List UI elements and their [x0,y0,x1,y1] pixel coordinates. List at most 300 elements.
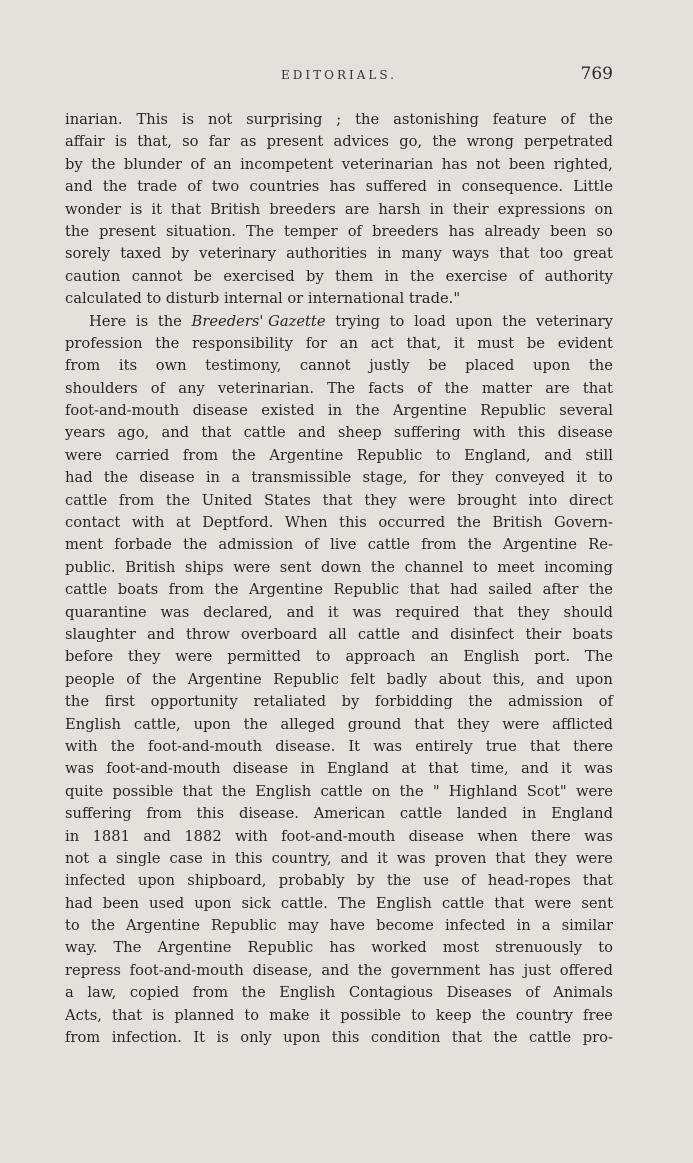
text-line [65,982,613,1004]
word: own [155,357,187,375]
text-line [65,400,613,422]
word: Scot" [526,782,567,800]
word: the [110,737,135,755]
word: go, [399,133,423,151]
word: was [373,737,403,755]
word: Republic [480,402,546,420]
word: the [183,536,208,554]
text-line [65,893,613,915]
word: sent [581,894,613,912]
word: British [492,514,543,532]
word: badly [386,670,428,688]
word: foot-and-mouth [129,961,244,979]
word: in [522,805,537,823]
word: free [583,1006,613,1024]
word: from [421,536,457,554]
word: is [152,1006,165,1024]
word: admission [508,693,583,711]
word: years [65,424,106,442]
word: infection. [111,1029,182,1047]
word: The [585,648,613,666]
word: foot-and-mouth [106,760,221,778]
word: with [65,737,98,755]
word: not [476,155,501,173]
text-line [65,199,613,221]
word: that [112,1006,143,1024]
word: harsh [378,200,421,218]
word: the [103,469,128,487]
word: be [526,334,545,352]
word: England, [464,446,531,464]
word: of [461,872,476,890]
word: the [357,961,382,979]
word: just [523,961,552,979]
word: used [149,894,185,912]
word: in [211,849,226,867]
word: English [255,782,312,800]
word: landed [456,805,508,823]
word: they [128,648,161,666]
word: quite [65,782,104,800]
word: of [190,155,205,173]
text-line [65,602,613,624]
text-line [65,1005,613,1027]
word: a [98,849,107,867]
word: is [130,200,143,218]
word: for [305,334,328,352]
word: was [584,827,613,845]
word: the [386,872,411,890]
word: 1882 [184,827,222,845]
word: it [328,603,339,621]
word: foot-and-mouth [147,737,263,755]
word: that [409,581,440,599]
word: the [456,514,481,532]
text-line [65,579,613,601]
word: conveyed [495,469,565,487]
word: advices [333,133,390,151]
word: Govern- [553,514,613,532]
word: to [472,558,488,576]
word: head-ropes [487,872,571,890]
word: has [448,222,475,240]
word: the [221,782,246,800]
word: on [594,200,613,218]
word: in [437,178,452,196]
word: public. [65,558,116,576]
word: all [328,625,347,643]
word: the [155,334,180,352]
word: the [370,558,395,576]
word: of [126,670,141,688]
word: the [65,222,90,240]
word: the [444,379,469,397]
word: situation. [165,222,236,240]
word: of [304,536,319,554]
word: When [284,514,328,532]
word: cattle. [280,894,328,912]
running-head [65,64,613,94]
word: ships [184,558,224,576]
word: and [536,670,565,688]
text-line [65,490,613,512]
word: by [341,693,360,711]
text-line [65,378,613,400]
word: The [337,894,366,912]
word: been [508,155,546,173]
word: worked [371,939,427,957]
word: their [525,625,562,643]
word: for [418,469,441,487]
word: load [414,312,446,330]
word: contact [65,514,121,532]
word: cattle [65,581,108,599]
word: exercise [445,267,508,285]
word: cannot [131,267,183,285]
word: by [306,267,324,285]
word: This [136,111,168,128]
word: were [65,446,102,464]
text-line [65,445,613,467]
word: it [377,849,388,867]
word: after [542,581,579,599]
word: there [530,827,571,845]
word: in [384,267,399,285]
word: opportunity [150,693,238,711]
word: inarian. [65,111,123,128]
word: offered [559,961,613,979]
word: permitted [227,648,301,666]
word: sent [279,558,312,576]
word: is [135,312,149,330]
word: disease [139,469,195,487]
text-line [65,333,613,355]
word: its [118,357,138,375]
word: declared, [203,603,273,621]
word: the [481,1006,506,1024]
word: of [150,379,166,397]
word: there [573,737,613,755]
word: felt [350,670,376,688]
word: to [435,446,451,464]
word: channel [404,558,464,576]
word: the [588,111,613,128]
word: the [502,312,527,330]
word: they [517,603,550,621]
running-title: EDITORIALS. [281,68,397,82]
word: had [450,581,478,599]
word: expressions [497,200,586,218]
text-line [65,714,613,736]
word: act [370,334,394,352]
page-number: 769 [580,64,613,84]
text-line [65,512,613,534]
word: cattle [399,805,443,823]
word: England [551,805,613,823]
word: and [411,625,439,643]
text-line [65,534,613,556]
word: as [240,133,257,151]
word: that [499,245,530,263]
word: sailed [488,581,533,599]
word: people [65,670,115,688]
word: sheep [337,424,382,442]
word: that [201,424,232,442]
word: upon [137,872,175,890]
word: disease [408,827,464,845]
word: stage, [362,469,408,487]
word: in [327,402,343,420]
word: required [395,603,460,621]
word: ago, [117,424,150,442]
word: it [561,760,572,778]
word: present [99,222,156,240]
word: the [355,402,380,420]
word: this [339,514,367,532]
word: Republic [356,446,423,464]
word: this [331,1029,360,1047]
word: consequence. [461,178,563,196]
word: authorities [286,245,368,263]
word: repress [65,961,121,979]
word: in [516,917,531,935]
word: keep [435,1006,472,1024]
word: meet [497,558,535,576]
word: astonishing [393,111,479,128]
word: cattle, [133,715,181,733]
word: when [477,827,518,845]
word: and [143,827,171,845]
word: it [576,469,587,487]
word: affair [65,133,105,151]
word: throw [186,625,230,643]
word: slaughter [65,625,136,643]
word: Deptford. [202,514,274,532]
word: of [187,178,202,196]
word: The [327,379,356,397]
word: cattle [65,491,108,509]
text-line [65,221,613,243]
word: British [210,200,261,218]
word: the [243,715,268,733]
word: upon [575,670,613,688]
word: upon [533,357,571,375]
word: the [152,670,177,688]
word: country [515,1006,573,1024]
word: forbade [114,536,172,554]
word: that [182,782,213,800]
word: be [193,267,212,285]
word: become [376,917,434,935]
word: law, [87,984,117,1002]
word: an [213,155,232,173]
word: suffered [365,178,427,196]
word: pro- [582,1029,613,1047]
word: several [559,402,613,420]
text-line [65,1027,613,1049]
word: with [131,514,165,532]
word: exercised [223,267,295,285]
word: incoming [544,558,613,576]
word: righted, [553,155,613,173]
word: the [102,178,127,196]
word: from [192,984,228,1002]
body-text [65,109,613,1049]
word: great [573,245,613,263]
word: from [146,805,182,823]
word: that [495,849,526,867]
word: entirely [415,737,473,755]
word: veterinary [199,245,277,263]
word: this [234,849,263,867]
word: occurred [378,514,446,532]
text-line [65,758,613,780]
word: an [430,648,449,666]
word: from [118,491,155,509]
word: disease [192,402,248,420]
word: approach [345,648,416,666]
word: Little [573,178,613,196]
word: single [116,849,161,867]
word: wonder [65,200,121,218]
word: from [65,1029,101,1047]
word: at [401,760,416,778]
word: had [65,894,93,912]
word: ; [336,111,342,128]
word: English [279,984,336,1002]
word: The [113,939,142,957]
word: American [313,805,386,823]
word: were [175,648,213,666]
word: surprising [246,111,323,128]
word: live [330,536,357,554]
word: strenuously [495,939,583,957]
word: The [245,222,274,240]
word: Argentine [187,670,262,688]
word: admission [218,536,294,554]
word: present [266,133,324,151]
word: similar [561,917,613,935]
word: the [65,693,90,711]
text-line [65,646,613,668]
word: transmissible [251,469,352,487]
word: in [429,200,444,218]
word: afflicted [552,715,613,733]
word: were [502,715,540,733]
word: suffering [393,424,461,442]
word: are [344,200,370,218]
text-line [65,109,613,131]
word: is [181,111,195,128]
word: ways [452,245,490,263]
word: perpetrated [524,133,613,151]
word: matter [481,379,533,397]
word: existed [261,402,315,420]
word: justly [369,357,410,375]
text-line [65,131,613,153]
word: profession [65,334,143,352]
text-line [65,781,613,803]
word: before [65,648,114,666]
word: and [340,849,369,867]
word: disinfect [450,625,515,643]
word: the [399,782,424,800]
word: and [544,446,572,464]
word: were [575,849,613,867]
text-line [65,266,613,288]
word: the [467,536,492,554]
word: to [65,917,80,935]
word: way. [65,939,98,957]
word: sick [241,894,271,912]
word: Argentine [125,917,200,935]
word: overboard [241,625,318,643]
word: they [364,491,397,509]
word: to [389,312,405,330]
word: placed [465,357,515,375]
word: and [161,424,190,442]
word: shoulders [65,379,138,397]
word: disease, [252,961,313,979]
word: disease. [238,805,299,823]
word: may [287,917,319,935]
word: United [201,491,253,509]
word: upon [455,312,493,330]
word: evident [557,334,613,352]
text-line [65,870,613,892]
word: about [438,670,482,688]
word: only [240,1029,272,1047]
word: they [451,469,484,487]
word: veterinarian. [217,379,314,397]
word: it [319,1006,331,1024]
word: the [165,491,190,509]
word: it [453,334,465,352]
word: has [329,939,356,957]
word: two [211,178,240,196]
word: upon [193,715,231,733]
word: Republic [333,581,400,599]
word: facts [368,379,405,397]
word: that [530,737,561,755]
word: of [525,984,540,1002]
word: of [347,222,362,240]
word: the [432,133,457,151]
word: is [216,1029,229,1047]
word: It [193,1029,206,1047]
word: and [298,424,326,442]
word: that [582,872,613,890]
word: had [65,469,93,487]
word: use [423,872,449,890]
word: Diseases [446,984,512,1002]
word: a [231,469,241,487]
text-line [65,557,613,579]
word: this [517,424,546,442]
word: veterinary [536,312,613,330]
word: trade [137,178,178,196]
word: taxed [120,245,162,263]
word: " [432,782,440,800]
word: cattle [441,894,485,912]
word: of [598,693,613,711]
word: to [411,1006,426,1024]
word: is [114,133,128,151]
word: to [598,939,613,957]
word: in [377,245,392,263]
word: at [176,514,191,532]
word: from [168,581,204,599]
